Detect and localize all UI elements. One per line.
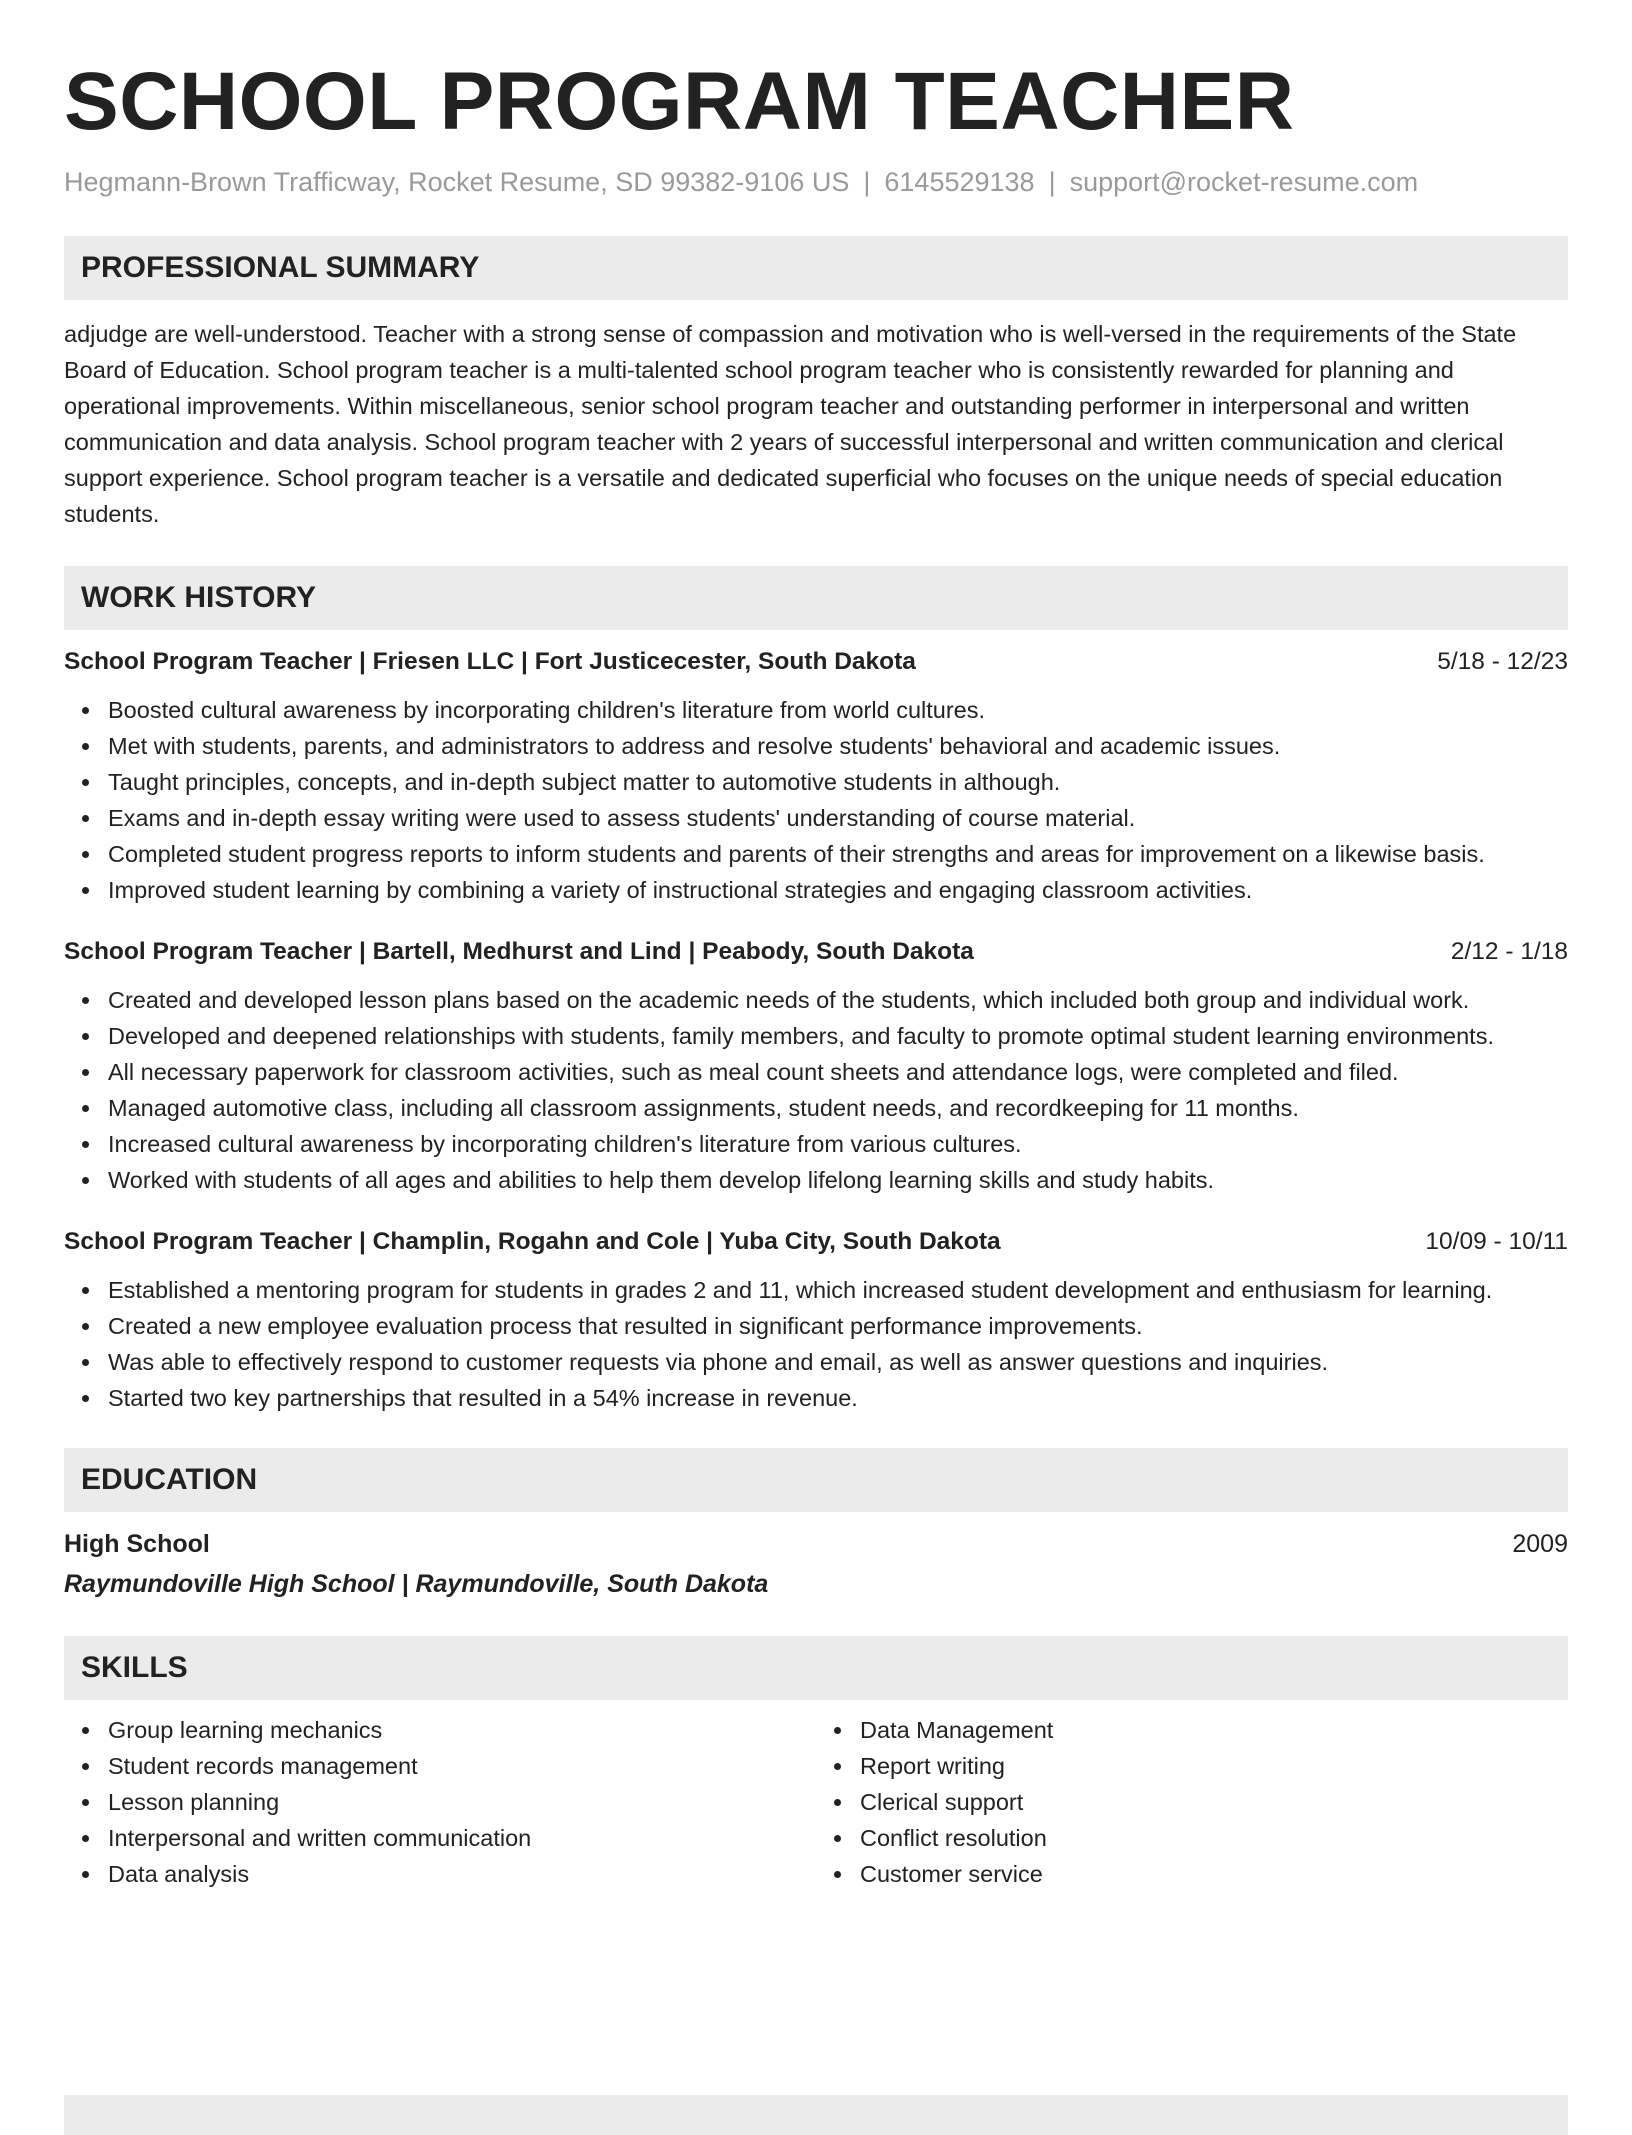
- job-bullet: Boosted cultural awareness by incorporating children's literature from world cultures.: [108, 692, 1568, 728]
- contact-line: [64, 164, 1568, 200]
- contact-separator: |: [1048, 167, 1056, 197]
- skills-column-left: [64, 1712, 816, 1892]
- job-title: School Program Teacher | Friesen LLC | Fort Justicecester, South Dakota: [64, 648, 916, 675]
- job-bullet: Started two key partnerships that resulted in a 54% increase in revenue.: [108, 1380, 1568, 1416]
- section-heading-work-history: WORK HISTORY: [64, 566, 1568, 630]
- skill-item: Student records management: [108, 1748, 816, 1784]
- job-bullet: Completed student progress reports to inform students and parents of their strengths and areas for improvement on a likewise basis.: [108, 836, 1568, 872]
- job-bullet: Developed and deepened relationships with students, family members, and faculty to promote optimal student learning environments.: [108, 1018, 1568, 1054]
- contact-phone: 6145529138: [884, 167, 1035, 197]
- skill-item: Clerical support: [860, 1784, 1568, 1820]
- education-year: 2009: [1512, 1530, 1568, 1558]
- job-bullet: Established a mentoring program for students in grades 2 and 11, which increased student development and enthusiasm for learning.: [108, 1272, 1568, 1308]
- skill-item: Report writing: [860, 1748, 1568, 1784]
- job-bullet: Was able to effectively respond to customer requests via phone and email, as well as answer questions and inquiries.: [108, 1344, 1568, 1380]
- job-entry: [64, 934, 1568, 1198]
- job-bullet: Improved student learning by combining a variety of instructional strategies and engaging classroom activities.: [108, 872, 1568, 908]
- contact-separator: |: [863, 167, 871, 197]
- skill-item: Interpersonal and written communication: [108, 1820, 816, 1856]
- contact-address: Hegmann-Brown Trafficway, Rocket Resume, SD 99382-9106 US: [64, 167, 850, 197]
- skill-item: Conflict resolution: [860, 1820, 1568, 1856]
- job-bullet: Worked with students of all ages and abilities to help them develop lifelong learning skills and study habits.: [108, 1162, 1568, 1198]
- skill-item: Group learning mechanics: [108, 1712, 816, 1748]
- job-dates: 2/12 - 1/18: [1450, 938, 1568, 965]
- job-entry: [64, 1224, 1568, 1416]
- education-entry: [64, 1526, 1568, 1602]
- job-bullet: All necessary paperwork for classroom activities, such as meal count sheets and attendance logs, were completed and filed.: [108, 1054, 1568, 1090]
- job-bullet: Created and developed lesson plans based on the academic needs of the students, which included both group and individual work.: [108, 982, 1568, 1018]
- job-header: [64, 644, 1568, 680]
- job-dates: 10/09 - 10/11: [1425, 1228, 1568, 1255]
- job-bullet: Increased cultural awareness by incorporating children's literature from various cultures.: [108, 1126, 1568, 1162]
- section-heading-skills: SKILLS: [64, 1636, 1568, 1700]
- job-bullet: Exams and in-depth essay writing were used to assess students' understanding of course material.: [108, 800, 1568, 836]
- skill-item: Customer service: [860, 1856, 1568, 1892]
- job-bullet: Met with students, parents, and administrators to address and resolve students' behavioral and academic issues.: [108, 728, 1568, 764]
- summary-text: adjudge are well-understood. Teacher with a strong sense of compassion and motivation who is well-versed in the requirements of the State Board of Education. School program teacher is a multi-talented school program teacher who is consistently rewarded for planning and operational improvements. Within miscellaneous, senior school program teacher and outstanding performer in interpersonal and written communication and data analysis. School program teacher with 2 years of successful interpersonal and written communication and clerical support experience. School program teacher is a versatile and dedicated superficial who focuses on the unique needs of special education students.: [64, 321, 1517, 527]
- education-header: [64, 1526, 1568, 1562]
- job-header: [64, 934, 1568, 970]
- skill-item: Data analysis: [108, 1856, 816, 1892]
- contact-email: support@rocket-resume.com: [1069, 167, 1419, 197]
- skill-item: Lesson planning: [108, 1784, 816, 1820]
- job-bullets: [64, 982, 1568, 1198]
- job-title: School Program Teacher | Champlin, Rogahn and Cole | Yuba City, South Dakota: [64, 1228, 1001, 1255]
- job-bullet: Created a new employee evaluation process that resulted in significant performance improvements.: [108, 1308, 1568, 1344]
- job-bullet: Managed automotive class, including all classroom assignments, student needs, and recordkeeping for 11 months.: [108, 1090, 1568, 1126]
- job-bullets: [64, 1272, 1568, 1416]
- job-bullet: Taught principles, concepts, and in-depth subject matter to automotive students in although.: [108, 764, 1568, 800]
- job-bullets: [64, 692, 1568, 908]
- skills-list: [64, 1700, 1568, 1892]
- job-entry: [64, 644, 1568, 908]
- education-school: Raymundoville High School | Raymundoville, South Dakota: [64, 1570, 769, 1598]
- job-dates: 5/18 - 12/23: [1437, 648, 1568, 675]
- section-heading-education: EDUCATION: [64, 1448, 1568, 1512]
- section-heading-summary: PROFESSIONAL SUMMARY: [64, 236, 1568, 300]
- job-title: School Program Teacher | Bartell, Medhurst and Lind | Peabody, South Dakota: [64, 938, 974, 965]
- skill-item: Data Management: [860, 1712, 1568, 1748]
- resume-title: SCHOOL PROGRAM TEACHER: [64, 56, 1295, 147]
- job-header: [64, 1224, 1568, 1260]
- skills-column-right: [816, 1712, 1568, 1892]
- education-degree: High School: [64, 1530, 210, 1558]
- section-heading-next-cut-off: [64, 2095, 1568, 2135]
